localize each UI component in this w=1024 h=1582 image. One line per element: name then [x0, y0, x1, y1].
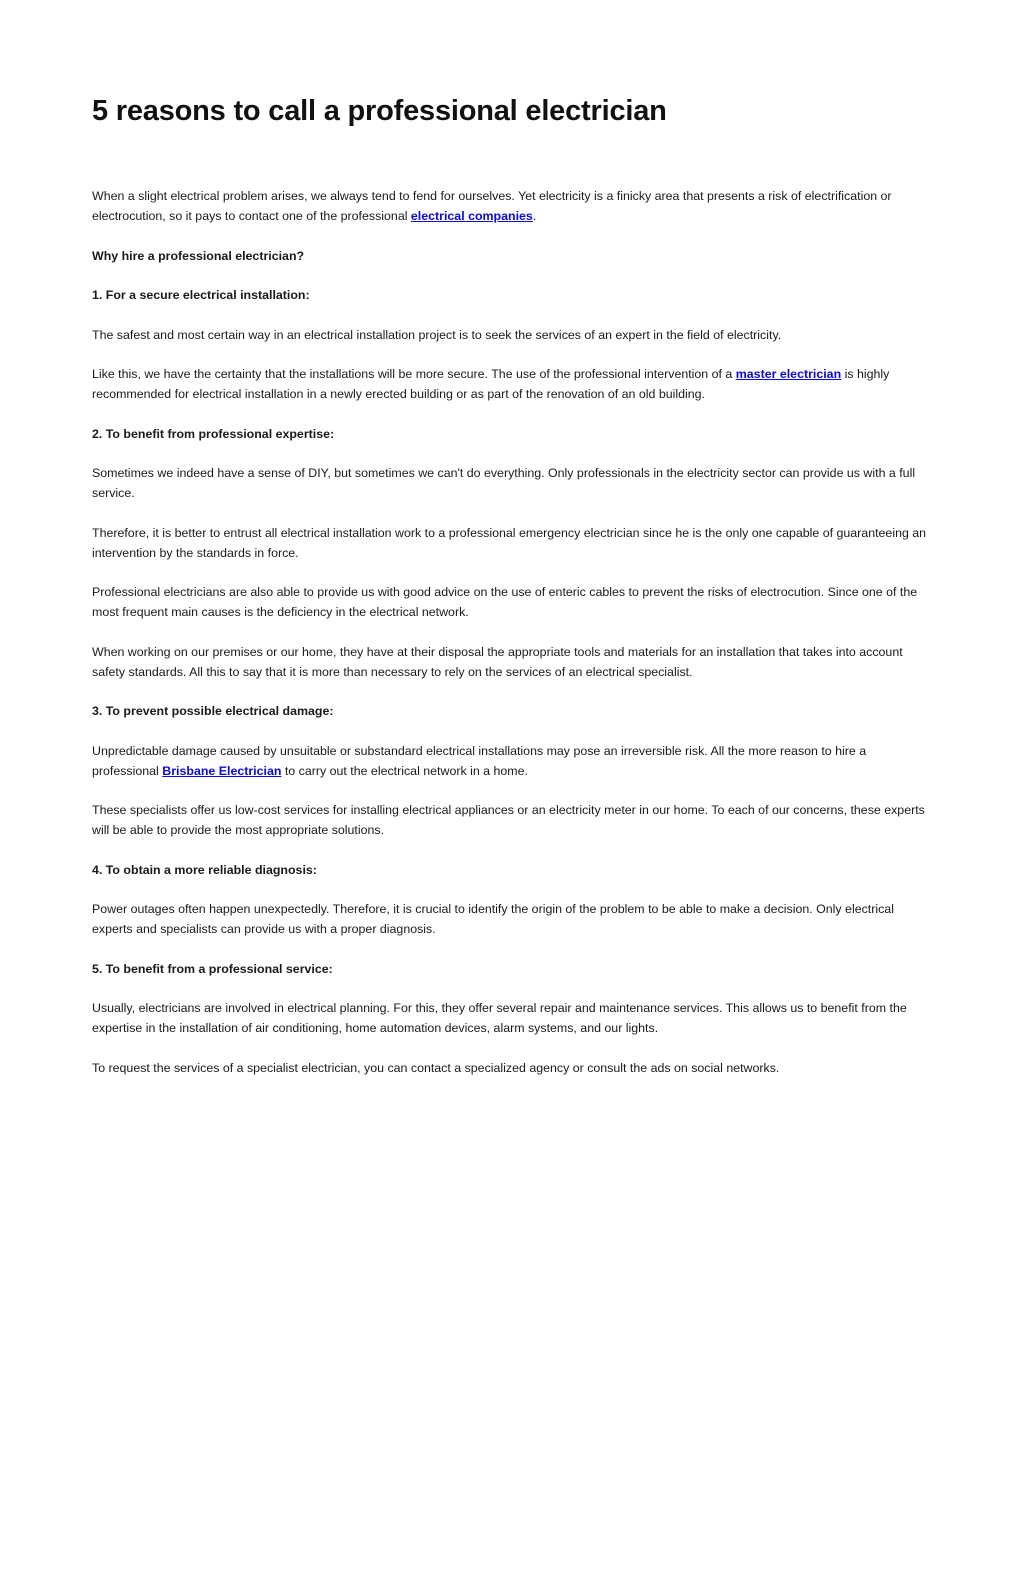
damage-text-after: to carry out the electrical network in a home.	[281, 763, 528, 778]
reason-5-heading: 5. To benefit from a professional service:	[92, 961, 333, 976]
reason-2-heading: 2. To benefit from professional expertise:	[92, 426, 335, 441]
intro-text-after: .	[532, 209, 537, 223]
page-title: 5 reasons to call a professional electrician	[92, 95, 667, 127]
brisbane-electrician-link[interactable]: Brisbane Electrician	[162, 763, 282, 778]
paragraph-planning: Usually, electricians are involved in electrical planning. For this, they offer several repair and maintenance services. This allows us to benefit from the expertise in the installation of air conditioning, home automation devices, alarm systems, and our lights.	[92, 1001, 907, 1035]
paragraph-diy: Sometimes we indeed have a sense of DIY, but sometimes we can't do everything. Only professionals in the electricity sector can provide us with a full service.	[92, 466, 916, 500]
paragraph-safest-way: The safest and most certain way in an electrical installation project is to seek the services of an expert in the field of electricity.	[92, 327, 782, 342]
paragraph-outages: Power outages often happen unexpectedly. Therefore, it is crucial to identify the origin of the problem to be able to make a decision. Only electrical experts and specialists can provide us with a proper diagnosis.	[92, 902, 894, 936]
reason-3-heading: 3. To prevent possible electrical damage:	[92, 704, 334, 718]
document-page	[92, 92, 928, 1097]
paragraph-request: To request the services of a specialist electrician, you can contact a specialized agency or consult the ads on social networks.	[92, 1060, 780, 1075]
reason-4-heading: 4. To obtain a more reliable diagnosis:	[92, 862, 317, 877]
intro-text-before: When a slight electrical problem arises, we always tend to fend for ourselves. Yet electricity is a finicky area that presents a risk of electrification or electrocution, so it pays to contact one of the professional	[92, 189, 892, 223]
paragraph-entrust: Therefore, it is better to entrust all electrical installation work to a professional emergency electrician since he is the only one capable of guaranteeing an intervention by the standards in force.	[92, 525, 927, 560]
electrical-companies-link[interactable]: electrical companies	[410, 209, 533, 223]
certainty-text-before: Like this, we have the certainty that the installations will be more secure. The use of the professional intervention of a	[92, 367, 736, 381]
paragraph-certainty	[92, 364, 928, 404]
damage-text-before: Unpredictable damage caused by unsuitable or substandard electrical installations may pose an irreversible risk. All the more reason to hire a professional	[92, 743, 867, 778]
paragraph-damage	[92, 741, 928, 781]
document-body	[92, 186, 928, 1078]
why-hire-heading: Why hire a professional electrician?	[92, 248, 305, 263]
paragraph-premises: When working on our premises or our home, they have at their disposal the appropriate tools and materials for an installation that takes into account safety standards. All this to say that it is more than necessary to rely on the services of an electrical specialist.	[92, 644, 903, 679]
paragraph-advice: Professional electricians are also able to provide us with good advice on the use of enteric cables to prevent the risks of electrocution. Since one of the most frequent main causes is the deficiency in the electrical network.	[92, 585, 918, 619]
paragraph-low-cost: These specialists offer us low-cost services for installing electrical appliances or an electricity meter in our home. To each of our concerns, these experts will be able to provide the most appropriate solutions.	[92, 803, 925, 837]
master-electrician-link[interactable]: master electrician	[735, 367, 842, 381]
reason-1-heading: 1. For a secure electrical installation:	[92, 288, 310, 302]
intro-paragraph	[92, 186, 928, 226]
certainty-text-after: is highly recommended for electrical installation in a newly erected building or as part of the renovation of an old building.	[92, 367, 890, 401]
